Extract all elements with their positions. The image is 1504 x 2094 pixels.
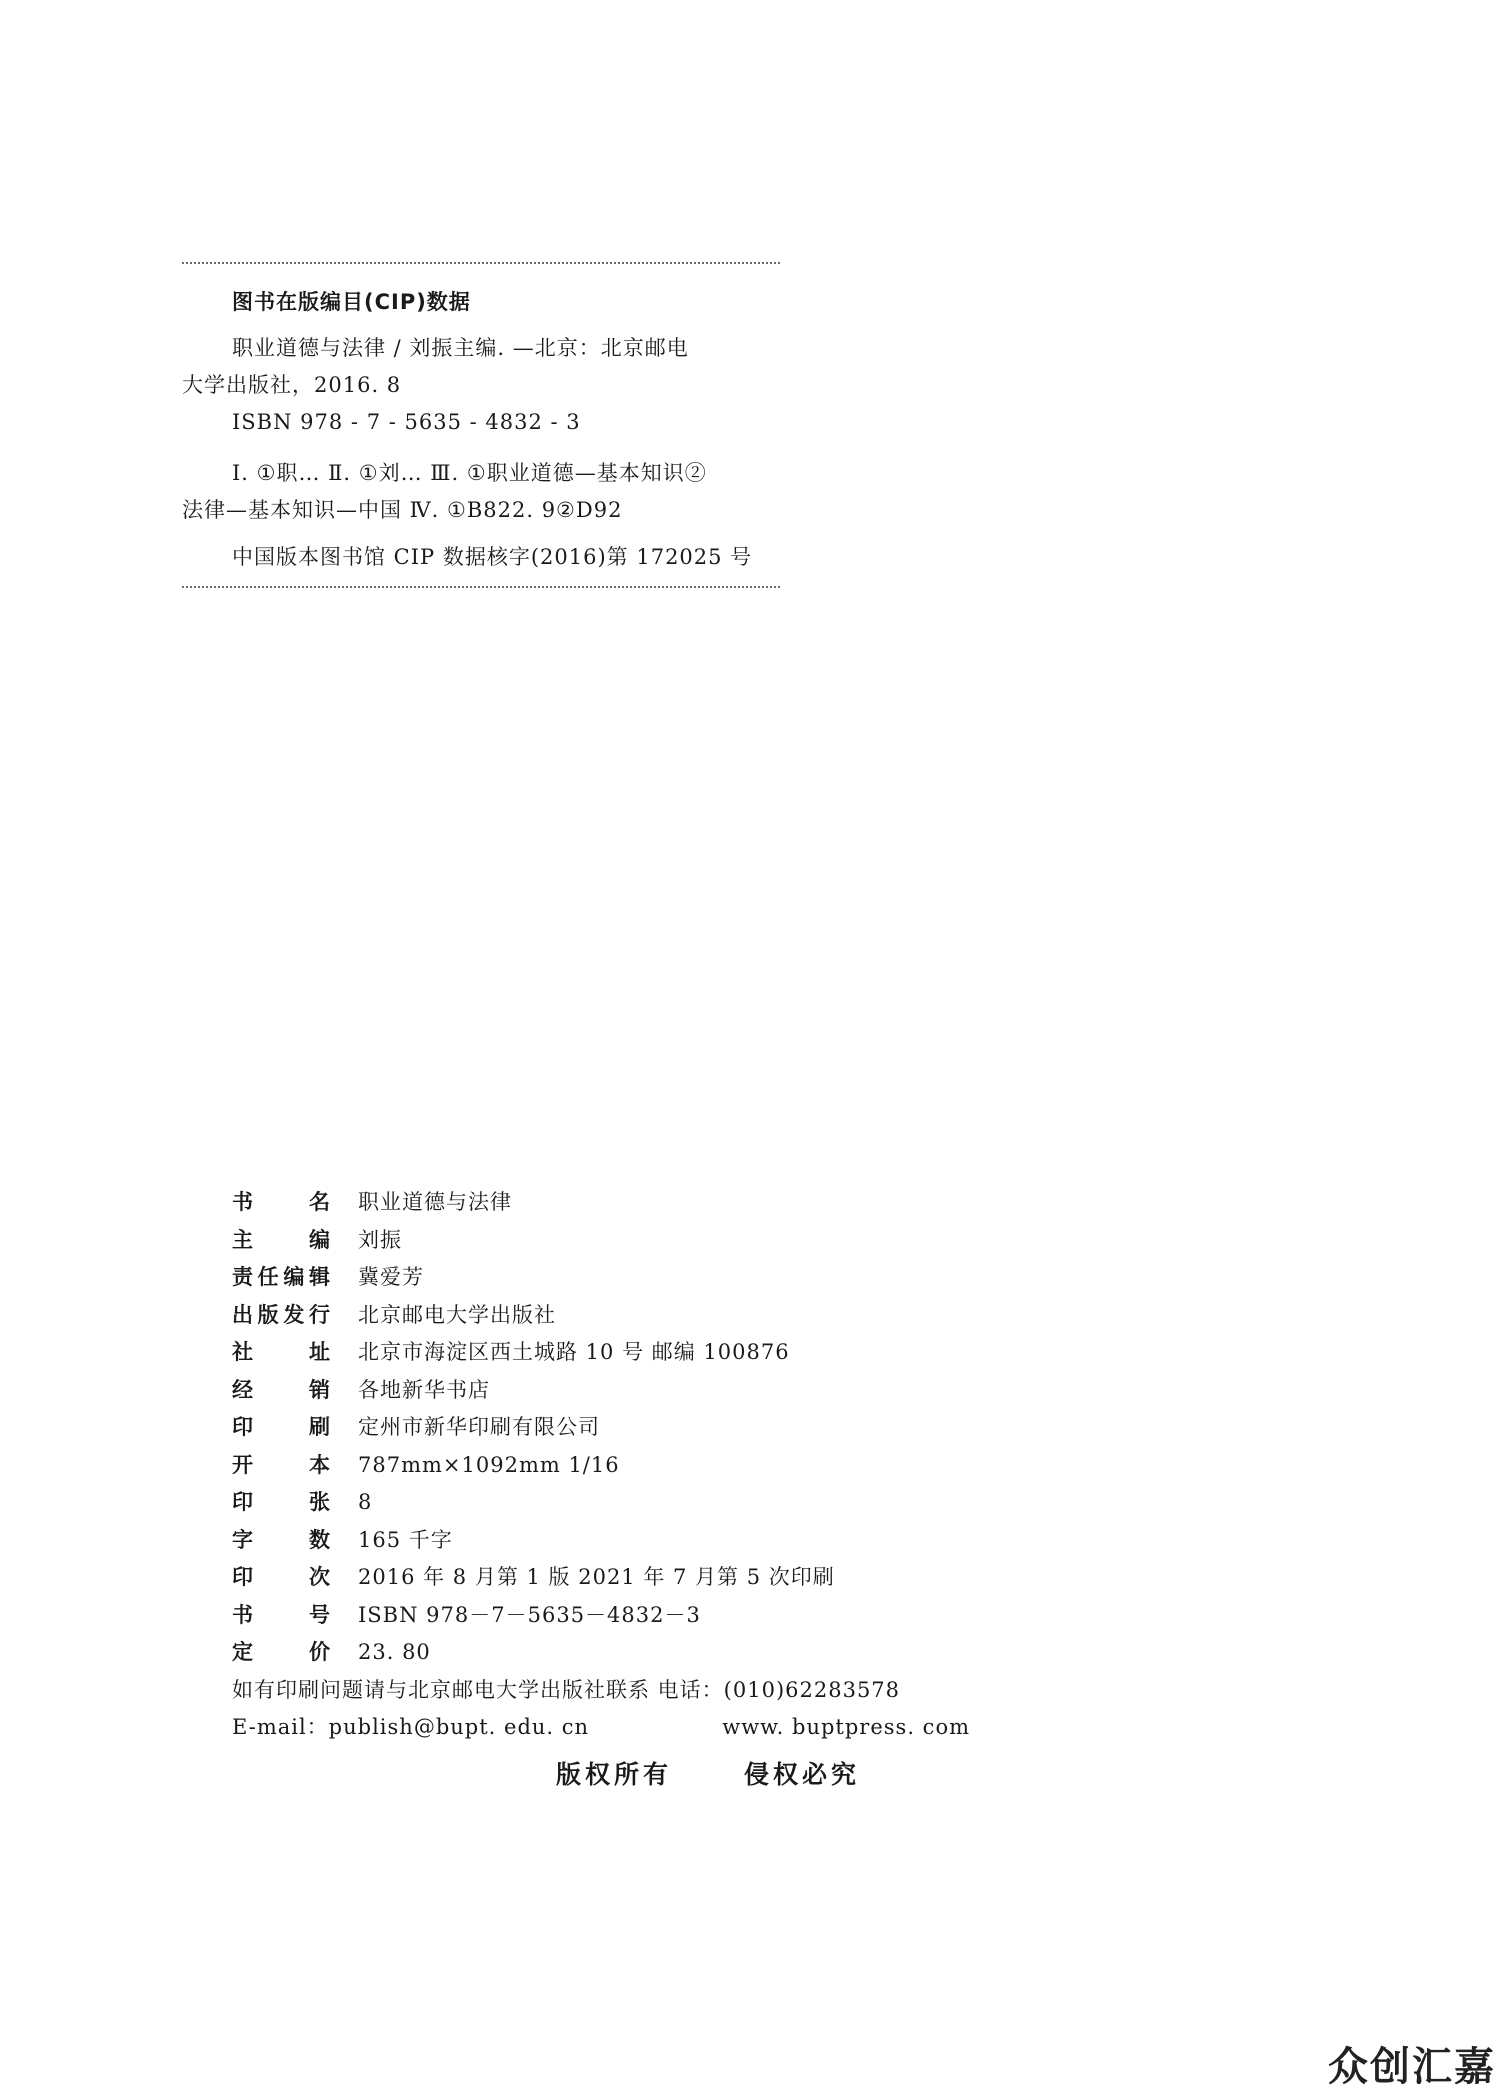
colophon-label xyxy=(232,1411,330,1441)
colophon-label-char: 开 xyxy=(232,1452,253,1477)
colophon-rows xyxy=(232,1186,992,1674)
colophon-value: 刘振 xyxy=(358,1227,402,1252)
colophon-label-char: 社 xyxy=(232,1340,253,1364)
contact-note: 如有印刷问题请与北京邮电大学出版社联系 电话：(010)62283578 xyxy=(232,1677,901,1702)
colophon-label xyxy=(232,1186,330,1216)
cip-subject-line-2: 法律—基本知识—中国 Ⅳ. ①B822. 9②D92 xyxy=(182,498,623,522)
cip-subjects xyxy=(182,455,780,529)
colophon-label-char: 辑 xyxy=(308,1265,330,1289)
colophon-label-char: 号 xyxy=(309,1602,330,1627)
colophon-label-char: 行 xyxy=(308,1302,330,1327)
colophon-label-char: 数 xyxy=(309,1527,330,1552)
colophon-label xyxy=(232,1449,330,1479)
colophon-label xyxy=(232,1524,330,1554)
cip-heading: 图书在版编目(CIP)数据 xyxy=(232,290,471,314)
colophon-row xyxy=(232,1336,992,1374)
colophon-label-char: 印 xyxy=(232,1565,253,1589)
colophon xyxy=(232,1186,992,1791)
contact-email: E-mail：publish@bupt. edu. cn xyxy=(232,1715,590,1739)
colophon-row xyxy=(232,1636,992,1674)
cip-citation xyxy=(182,330,780,441)
colophon-label-char: 址 xyxy=(309,1340,330,1364)
colophon-label-char: 书 xyxy=(232,1190,253,1214)
contact-website: www. buptpress. com xyxy=(722,1715,970,1739)
copyright-notice xyxy=(232,1755,992,1791)
colophon-row xyxy=(232,1186,992,1224)
colophon-label-char: 字 xyxy=(232,1527,253,1552)
colophon-row xyxy=(232,1261,992,1299)
colophon-label xyxy=(232,1599,330,1629)
colophon-label-char: 书 xyxy=(232,1602,253,1627)
colophon-label xyxy=(232,1486,330,1516)
colophon-value: 23. 80 xyxy=(358,1640,431,1664)
colophon-value: 787mm×1092mm 1/16 xyxy=(358,1452,620,1477)
rights-reserved: 版权所有 xyxy=(556,1759,673,1789)
top-dotted-divider xyxy=(182,262,780,264)
colophon-value: 2016 年 8 月第 1 版 2021 年 7 月第 5 次印刷 xyxy=(358,1565,835,1589)
colophon-label xyxy=(232,1224,330,1254)
colophon-row xyxy=(232,1224,992,1262)
colophon-value: 165 千字 xyxy=(358,1527,453,1552)
colophon-label-char: 次 xyxy=(309,1565,330,1589)
colophon-row xyxy=(232,1374,992,1412)
cip-isbn: ISBN 978 - 7 - 5635 - 4832 - 3 xyxy=(232,410,581,434)
bottom-dotted-divider xyxy=(182,586,780,588)
colophon-value: 各地新华书店 xyxy=(358,1377,490,1402)
colophon-value: 北京邮电大学出版社 xyxy=(358,1302,556,1327)
colophon-row xyxy=(232,1599,992,1637)
colophon-value: ISBN 978－7－5635－4832－3 xyxy=(358,1602,701,1627)
colophon-label-char: 主 xyxy=(232,1227,253,1252)
watermark-logo: 众创汇嘉 xyxy=(1328,2044,1496,2090)
cip-record xyxy=(182,539,780,576)
colophon-label-char: 定 xyxy=(232,1640,253,1664)
colophon-label-char: 版 xyxy=(257,1302,279,1327)
cip-citation-line-2: 大学出版社，2016. 8 xyxy=(182,373,402,397)
colophon-row xyxy=(232,1449,992,1487)
colophon-label-char: 印 xyxy=(232,1490,253,1514)
colophon-value: 定州市新华印刷有限公司 xyxy=(358,1415,600,1439)
colophon-row xyxy=(232,1299,992,1337)
colophon-row xyxy=(232,1561,992,1599)
cip-subject-line-1: Ⅰ. ①职… Ⅱ. ①刘… Ⅲ. ①职业道德—基本知识② xyxy=(232,461,707,485)
colophon-label-char: 发 xyxy=(283,1302,305,1327)
colophon-label-char: 任 xyxy=(257,1265,279,1289)
colophon-row xyxy=(232,1486,992,1524)
contact-web-row xyxy=(232,1711,970,1749)
colophon-label xyxy=(232,1374,330,1404)
colophon-label xyxy=(232,1261,330,1291)
colophon-label xyxy=(232,1561,330,1591)
colophon-value: 北京市海淀区西土城路 10 号 邮编 100876 xyxy=(358,1340,790,1364)
colophon-value: 职业道德与法律 xyxy=(358,1190,512,1214)
colophon-label-char: 责 xyxy=(232,1265,253,1289)
contact-note-row xyxy=(232,1674,970,1712)
colophon-value: 冀爱芳 xyxy=(358,1265,424,1289)
colophon-value: 8 xyxy=(358,1490,373,1514)
cip-record-line: 中国版本图书馆 CIP 数据核字(2016)第 172025 号 xyxy=(232,545,753,569)
colophon-label-char: 价 xyxy=(309,1640,330,1664)
colophon-label-char: 名 xyxy=(309,1190,330,1214)
colophon-label-char: 本 xyxy=(309,1452,330,1477)
colophon-label xyxy=(232,1336,330,1366)
colophon-label-char: 经 xyxy=(232,1377,253,1402)
colophon-row xyxy=(232,1524,992,1562)
colophon-label-char: 出 xyxy=(232,1302,253,1327)
colophon-label-char: 编 xyxy=(309,1227,330,1252)
colophon-label-char: 印 xyxy=(232,1415,253,1439)
colophon-label-char: 编 xyxy=(283,1265,305,1289)
colophon-label-char: 刷 xyxy=(309,1415,330,1439)
colophon-label-char: 张 xyxy=(309,1490,330,1514)
cip-data-block xyxy=(182,262,780,588)
colophon-label-char: 销 xyxy=(309,1377,330,1402)
colophon-row xyxy=(232,1411,992,1449)
cip-citation-line-1: 职业道德与法律 / 刘振主编. —北京：北京邮电 xyxy=(232,336,689,360)
colophon-label xyxy=(232,1636,330,1666)
colophon-label xyxy=(232,1299,330,1329)
piracy-prosecuted: 侵权必究 xyxy=(744,1759,861,1789)
